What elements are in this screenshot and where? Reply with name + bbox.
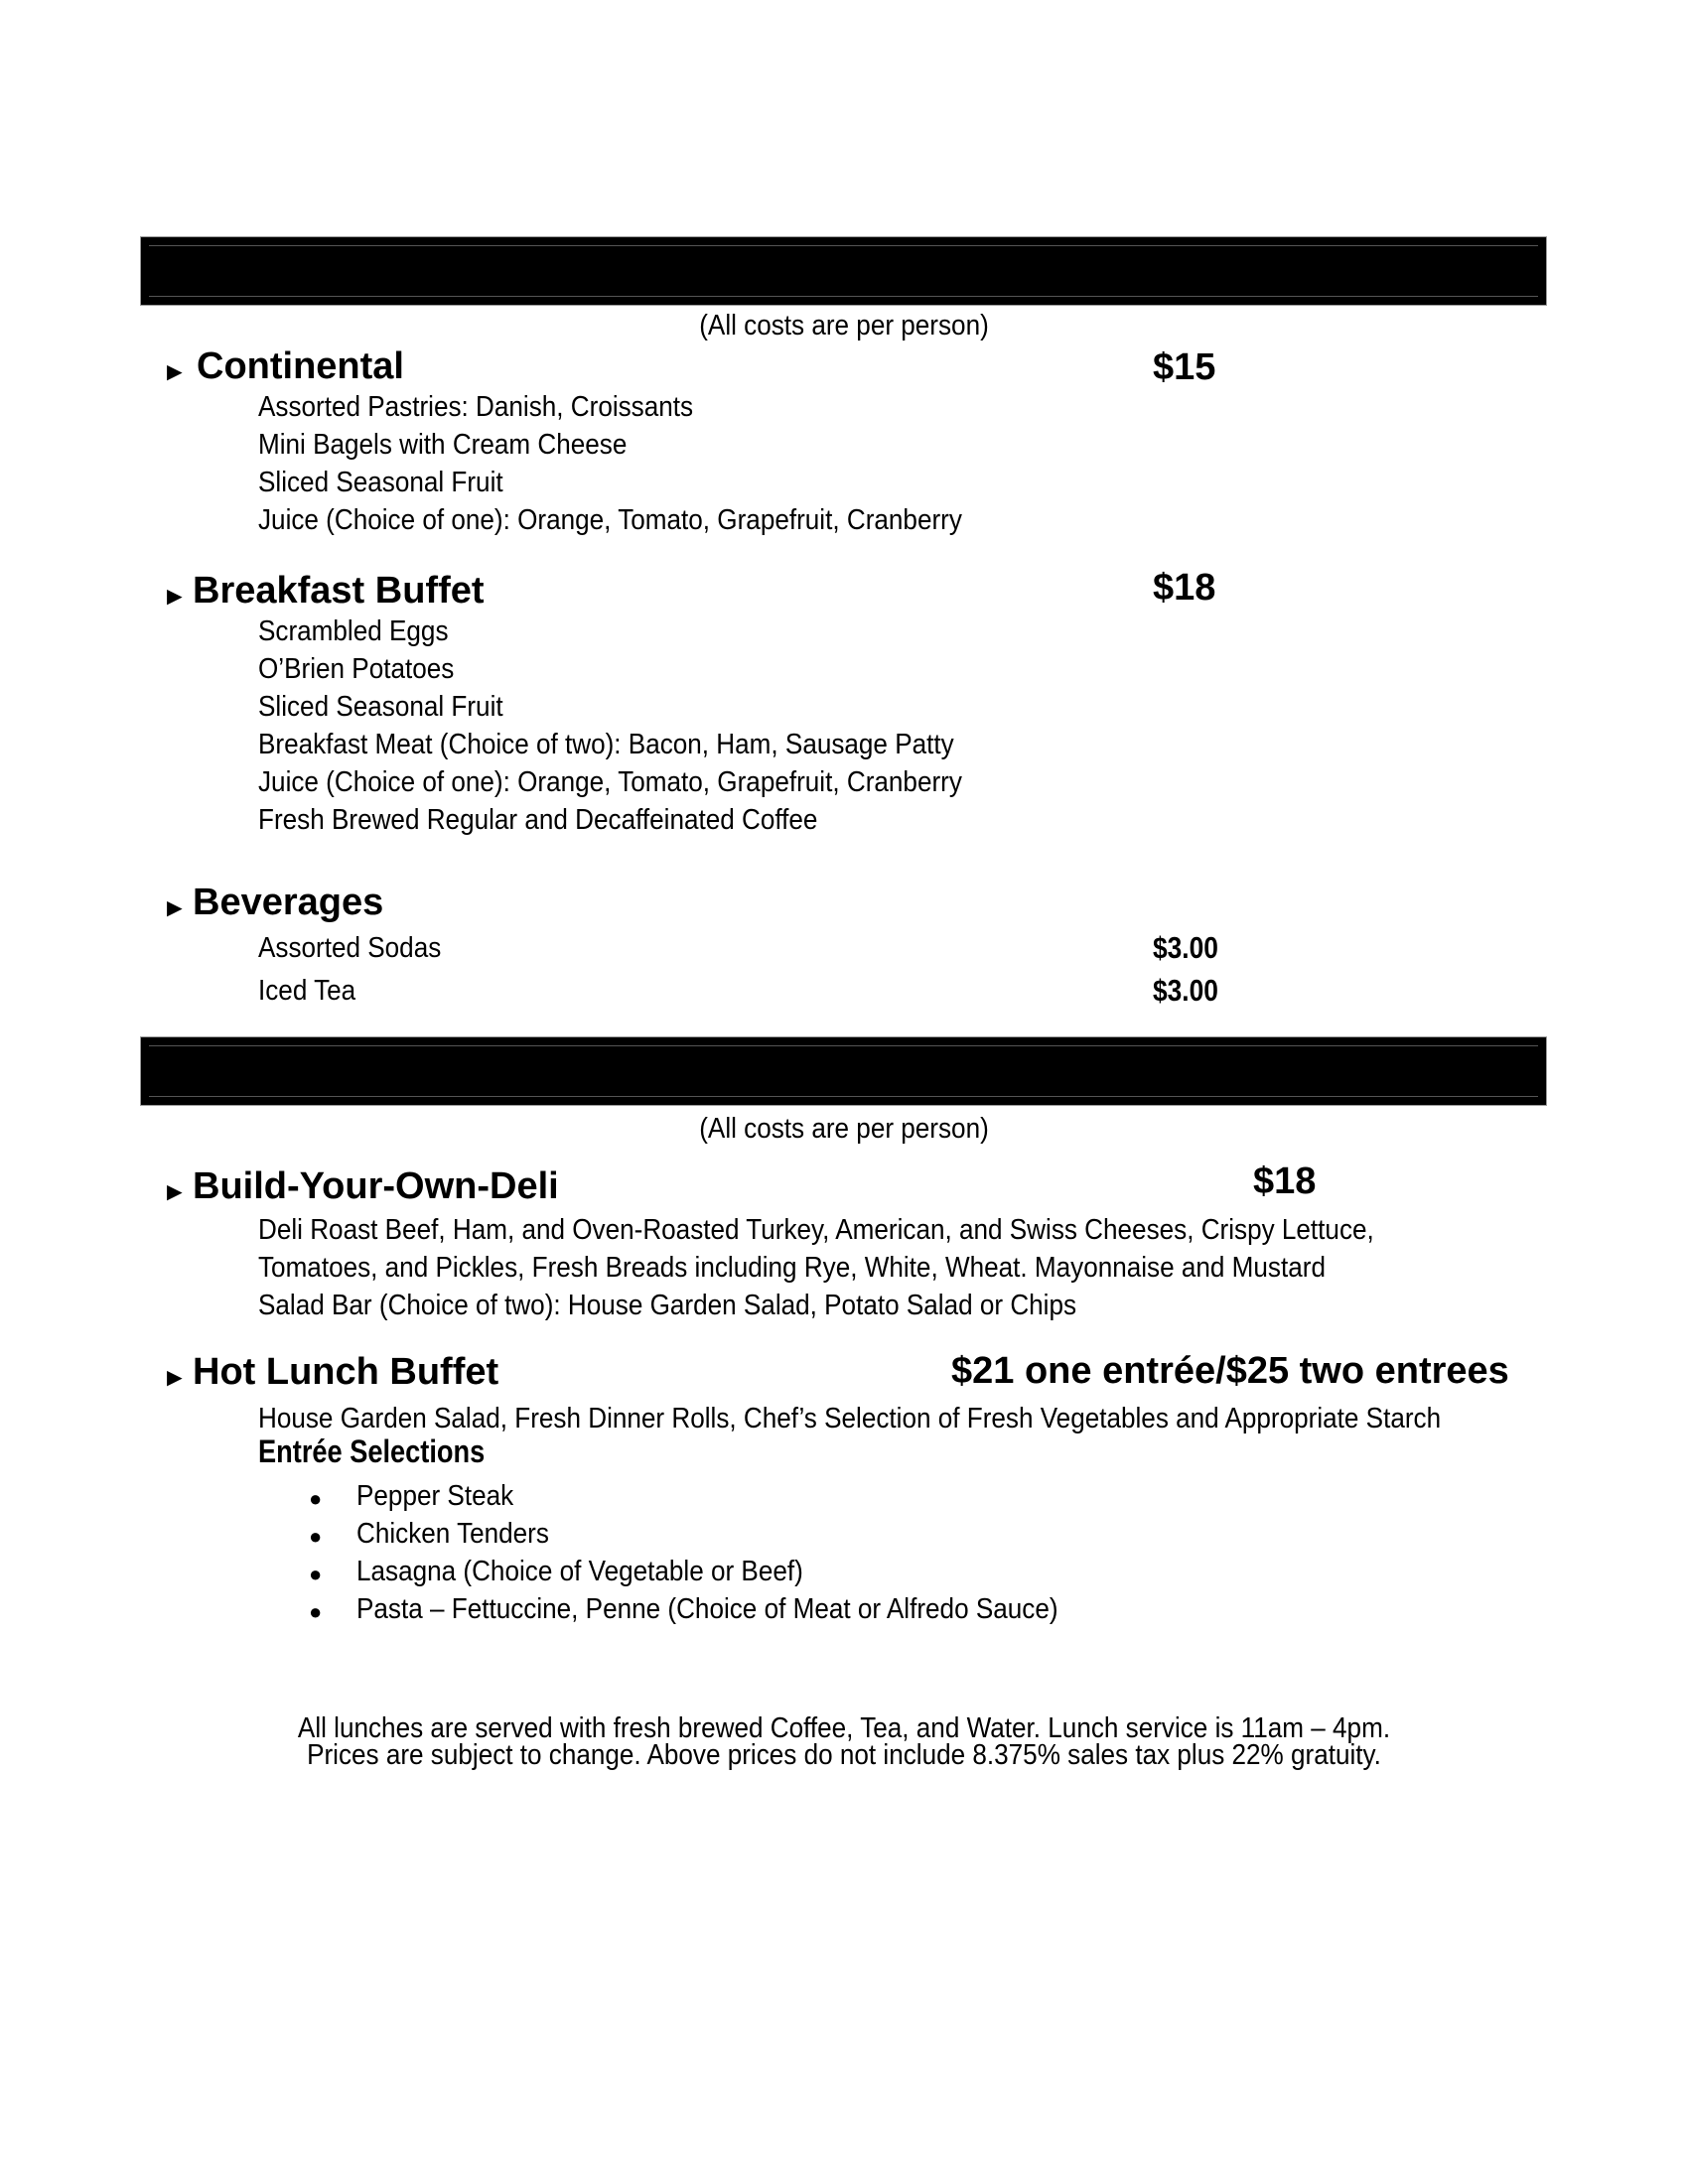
menu-item: Mini Bagels with Cream Cheese <box>258 429 628 461</box>
menu-item: Sliced Seasonal Fruit <box>258 467 503 498</box>
triangle-bullet-icon: ► <box>162 1176 188 1206</box>
footer-pricing-note: Prices are subject to change. Above prices do not include 8.375% sales tax plus 22% gratuity. <box>307 1739 1381 1771</box>
bullet-icon: ● <box>309 1599 323 1624</box>
breakfast-header-bar <box>140 236 1547 306</box>
entree-item: Lasagna (Choice of Vegetable or Beef) <box>356 1556 803 1587</box>
entree-item: Pasta – Fettuccine, Penne (Choice of Meat or Alfredo Sauce) <box>356 1593 1058 1625</box>
bar-inner-line <box>149 1096 1538 1097</box>
hot-lunch-price: $21 one entrée/$25 two entrees <box>951 1350 1509 1392</box>
deli-description-line: Tomatoes, and Pickles, Fresh Breads including Rye, White, Wheat. Mayonnaise and Mustard <box>258 1252 1326 1284</box>
menu-item: Juice (Choice of one): Orange, Tomato, Grapefruit, Cranberry <box>258 504 962 536</box>
bullet-icon: ● <box>309 1486 323 1511</box>
beverage-item-name: Iced Tea <box>258 975 356 1007</box>
deli-title: Build-Your-Own-Deli <box>193 1165 559 1207</box>
bar-inner-line <box>149 1045 1538 1046</box>
menu-item: Fresh Brewed Regular and Decaffeinated Coffee <box>258 804 818 836</box>
menu-item: Sliced Seasonal Fruit <box>258 691 503 723</box>
continental-price: $15 <box>1153 346 1216 388</box>
deli-description-line: Salad Bar (Choice of two): House Garden Salad, Potato Salad or Chips <box>258 1290 1077 1321</box>
hot-lunch-title: Hot Lunch Buffet <box>193 1351 499 1393</box>
menu-item: Breakfast Meat (Choice of two): Bacon, Ham, Sausage Patty <box>258 729 954 760</box>
beverage-item-name: Assorted Sodas <box>258 932 442 964</box>
footer-service-note: All lunches are served with fresh brewed Coffee, Tea, and Water. Lunch service is 11am – 4pm. <box>297 1712 1391 1744</box>
triangle-bullet-icon: ► <box>162 356 188 386</box>
triangle-bullet-icon: ► <box>162 1362 188 1392</box>
entree-selections-heading: Entrée Selections <box>258 1433 486 1469</box>
triangle-bullet-icon: ► <box>162 892 188 922</box>
triangle-bullet-icon: ► <box>162 581 188 611</box>
bar-inner-line <box>149 296 1538 297</box>
beverage-item-price: $3.00 <box>1153 973 1218 1008</box>
per-person-note: (All costs are per person) <box>699 1113 989 1145</box>
deli-price: $18 <box>1253 1160 1317 1202</box>
bullet-icon: ● <box>309 1562 323 1586</box>
entree-item: Chicken Tenders <box>356 1518 549 1550</box>
beverage-item-price: $3.00 <box>1153 930 1218 965</box>
lunch-header-bar <box>140 1036 1547 1106</box>
menu-item: Juice (Choice of one): Orange, Tomato, Grapefruit, Cranberry <box>258 766 962 798</box>
continental-title: Continental <box>197 345 404 387</box>
breakfast-buffet-title: Breakfast Buffet <box>193 570 485 612</box>
deli-description-line: Deli Roast Beef, Ham, and Oven-Roasted Turkey, American, and Swiss Cheeses, Crispy Lettuce, <box>258 1214 1374 1246</box>
bar-inner-line <box>149 245 1538 246</box>
breakfast-buffet-price: $18 <box>1153 567 1216 609</box>
hot-lunch-description: House Garden Salad, Fresh Dinner Rolls, Chef’s Selection of Fresh Vegetables and Appropriate Starch <box>258 1403 1442 1434</box>
entree-item: Pepper Steak <box>356 1480 514 1512</box>
bullet-icon: ● <box>309 1524 323 1549</box>
per-person-note: (All costs are per person) <box>699 310 989 341</box>
menu-item: Assorted Pastries: Danish, Croissants <box>258 391 694 423</box>
beverages-title: Beverages <box>193 882 384 923</box>
menu-item: O’Brien Potatoes <box>258 653 455 685</box>
menu-item: Scrambled Eggs <box>258 615 449 647</box>
